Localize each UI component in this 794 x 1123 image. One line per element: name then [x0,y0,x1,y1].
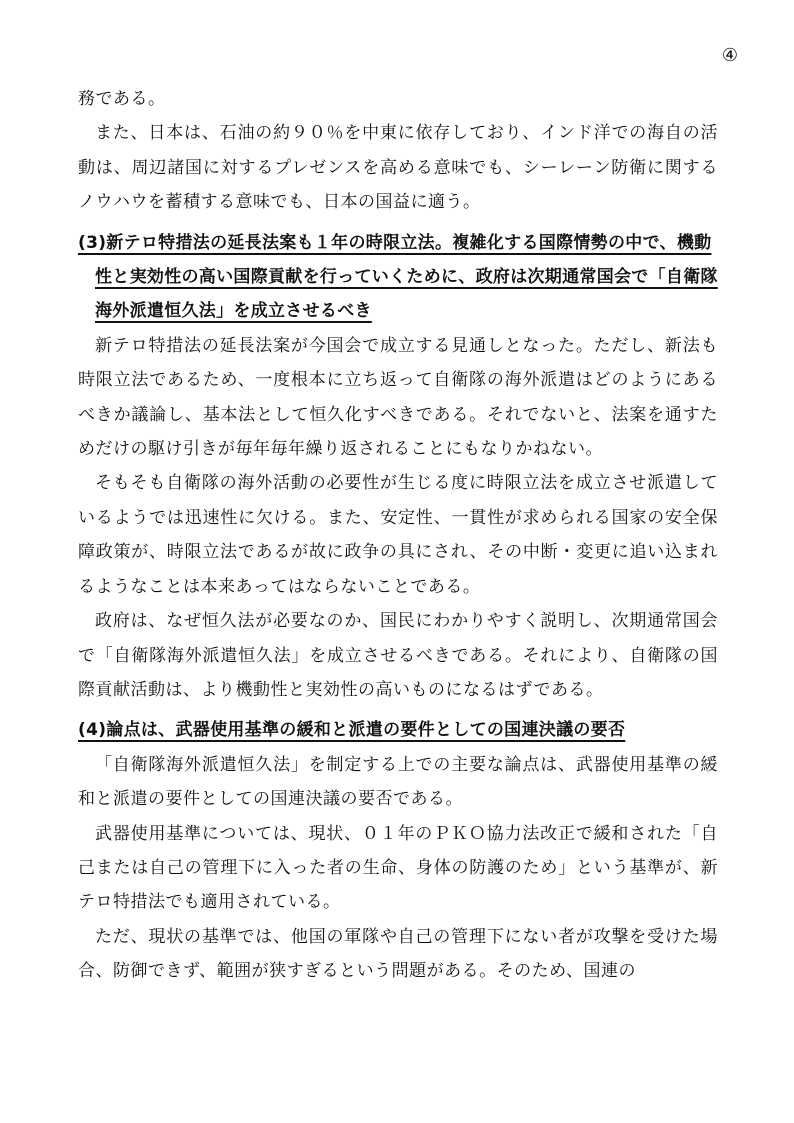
page-number: ④ [721,45,738,66]
paragraph-time-limited-law: そもそも自衛隊の海外活動の必要性が生じる度に時限立法を成立させ派遣しているようでは迅速性に欠ける。また、安定性、一貫性が求められる国家の安全保障政策が、時限立法であるが故に政争の具にされ、その中断・変更に追い込まれるようなことは本来あってはならないことである。 [78,473,718,597]
paragraph-continuation: 務である。 [78,89,166,109]
paragraph-oil-dependence: また、日本は、石油の約９０％を中東に依存しており、インド洋での海自の活動は、周辺諸国に対するプレゼンスを高める意味でも、シーレーン防衛に関するノウハウを蓄積する意味でも、日本の国益に適う。 [78,123,718,213]
section-heading-3-text: (3)新テロ特措法の延長法案も１年の時限立法。複雑化する国際情勢の中で、機動性と実効性の高い国際貢献を行っていくために、政府は次期通常国会で「自衛隊海外派遣恒久法」を成立させるべき [78,232,718,322]
paragraph-main-issues: 「自衛隊海外派遣恒久法」を制定する上での主要な論点は、武器使用基準の緩和と派遣の要件としての国連決議の要否である。 [78,754,718,810]
document-body [78,82,718,989]
paragraph-weapons-standard: 武器使用基準については、現状、０１年のＰＫＯ協力法改正で緩和された「自己または自己の管理下に入った者の生命、身体の防護のため」という基準が、新テロ特措法でも適用されている。 [78,823,718,913]
paragraph-government-should: 政府は、なぜ恒久法が必要なのか、国民にわかりやすく説明し、次期通常国会で「自衛隊海外派遣恒久法」を成立させるべきである。それにより、自衛隊の国際貢献活動は、より機動性と実効性の高いものになるはずである。 [78,611,718,700]
paragraph-extension-bill: 新テロ特措法の延長法案が今国会で成立する見通しとなった。ただし、新法も時限立法であるため、一度根本に立ち返って自衛隊の海外派遣はどのようにあるべきか議論し、基本法として恒久化すべきである。それでないと、法案を通すためだけの駆け引きが毎年毎年繰り返されることにもなりかねない。 [78,335,718,460]
paragraph-current-problem: ただ、現状の基準では、他国の軍隊や自己の管理下にない者が攻撃を受けた場合、防御できず、範囲が狭すぎるという問題がある。そのため、国連の [78,926,718,982]
section-heading-3 [78,226,718,329]
section-heading-4-text: (4)論点は、武器使用基準の緩和と派遣の要件としての国連決議の要否 [78,720,626,741]
section-heading-4 [78,713,718,747]
